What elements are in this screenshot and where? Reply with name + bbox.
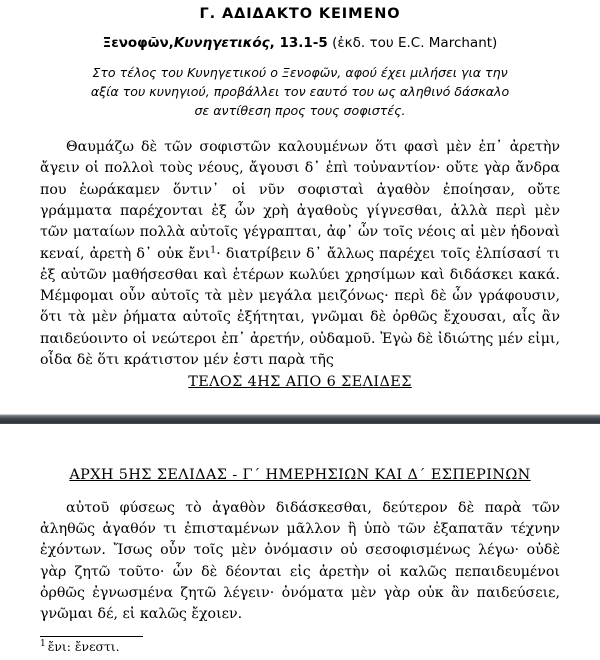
footnote-reference-marker[interactable]: 1	[210, 243, 217, 255]
source-citation	[0, 35, 600, 53]
passage-one-text-a: Θαυμάζω δὲ τῶν σοφιστῶν καλουμένων ὅτι φασὶ μὲν ἐπ᾽ ἀρετὴν ἄγειν οἱ πολλοὶ τοὺς νέους, ἄγουσι δ᾽ ἐπὶ τοὐναντίον· οὔτε γὰρ ἄνδρα που ἑωράκαμεν ὅντιν᾽ οἱ νῦν σοφισταὶ ἀγαθὸν ἐποίησαν, οὔτε γράμματα παρέχονται ἐξ ὧν χρὴ ἀγαθοὺς γίγνεσθαι, ἀλλὰ περὶ μὲν τῶν ματαίων πολλὰ αὐτοῖς γέγραπται, ἀφ᾽ ὧν τοῖς νέοις αἱ μὲν ἡδοναὶ κεναί, ἀρετὴ δ᾽ οὐκ ἔνι	[40, 139, 560, 262]
document-page	[0, 5, 600, 660]
start-of-page-marker: ΑΡΧΗ 5ΗΣ ΣΕΛΙΔΑΣ - Γ΄ ΗΜΕΡΗΣΙΩΝ ΚΑΙ Δ΄ ΕΣΠΕΡΙΝΩΝ	[69, 467, 531, 484]
intro-note: Στο τέλος του Κυνηγετικού ο Ξενοφῶν, αφού έχει μιλήσει για την αξία του κυνηγιού, προβάλλει τον εαυτό του ως αληθινό δάσκαλο σε αντίθεση προς τους σοφιστές.	[90, 64, 510, 118]
divider-bar	[0, 414, 600, 424]
source-author: Ξενοφῶν,	[102, 35, 174, 52]
passage-paragraph-two: αὐτοῦ φύσεως τὸ ἀγαθὸν διδάσκεσθαι, δεύτερον δὲ παρὰ τῶν ἀληθῶς ἀγαθόν τι ἐπισταμένων μᾶλλον ἢ ὑπὸ τῶν ἐξαπατᾶν τέχνην ἐχόντων. Ἴσως οὖν τοῖς μὲν ὀνόμασιν οὐ σεσοφισμένως λέγω· οὐδὲ γὰρ ζητῶ τοῦτο· ὧν δὲ δέονται εἰς ἀρετὴν οἱ καλῶς πεπαιδευμένοι ὀρθῶς ἐγνωσμένα ζητῶ λέγειν· ὀνόματα μὲν γὰρ οὐκ ἂν παιδεύσειε, γνῶμαι δέ, εἰ καλῶς ἔχοιεν.	[40, 499, 560, 623]
page-break-divider	[0, 414, 600, 424]
passage-one-text-b: · διατρίβειν δ᾽ ἄλλως παρέχει τοῖς ἐλπίσασί τι ἐξ αὐτῶν μαθήσεσθαι καὶ ἑτέρων κωλύει χρησίμων καὶ διδάσκει κακά. Μέμφομαι οὖν αὐτοῖς τὰ μὲν μεγάλα μειζόνως· περὶ δὲ ὧν γράφουσιν, ὅτι τὰ μὲν ῥήματα αὐτοῖς ἐξήτηται, γνῶμαι δὲ ὀρθῶς ἔχουσαι, αἷς ἂν παιδεύοιντο οἱ νεώτεροι ἐπ᾽ ἀρετήν, οὐδαμοῦ. Ἐγὼ δὲ ἰδιώτης μέν εἰμι, οἶδα δὲ ὅτι κράτιστον μέν ἐστι παρὰ τῆς	[40, 245, 560, 369]
divider-spacer	[0, 424, 600, 466]
footnote-separator-rule	[40, 636, 143, 637]
source-work-title: Κυνηγετικός	[173, 35, 270, 52]
footnote-entry	[40, 639, 560, 656]
end-of-page-marker: ΤΕΛΟΣ 4ΗΣ ΑΠΟ 6 ΣΕΛΙΔΕΣ	[188, 374, 412, 391]
footnote-area	[40, 636, 560, 656]
page-title: Γ. ΑΔΙΔΑΚΤΟ ΚΕΙΜΕΝΟ	[199, 6, 401, 22]
footnote-body: ἔνι: ἔνεστι.	[47, 639, 120, 655]
source-edition: (ἐκδ. του E.C. Marchant)	[327, 35, 498, 52]
footnote-number: 1	[40, 639, 46, 650]
passage-paragraph-one	[0, 137, 600, 371]
source-reference: , 13.1-5	[269, 35, 328, 52]
